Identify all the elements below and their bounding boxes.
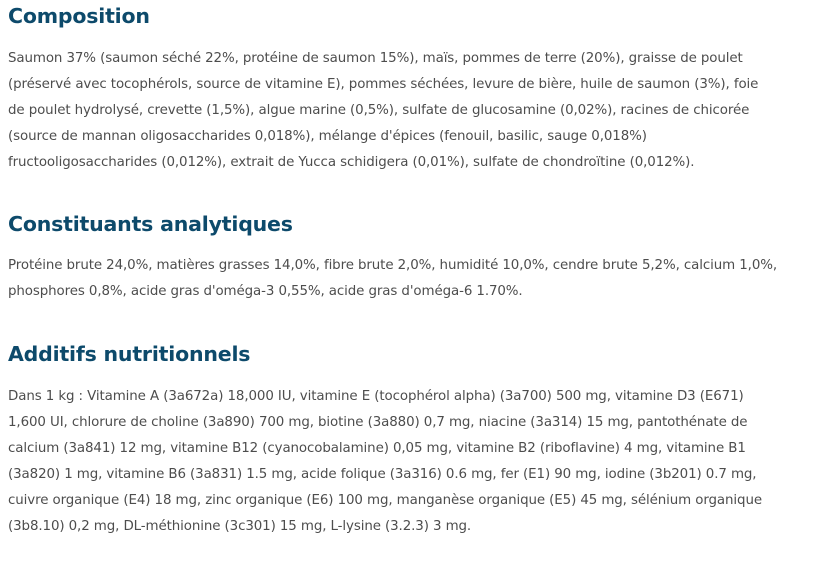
analytical-constituents-text: Protéine brute 24,0%, matières grasses 14,0%, fibre brute 2,0%, humidité 10,0%, cendre brute 5,2%, calcium 1,0%, phosphores 0,8%, acide gras d'oméga-3 0,55%, acide gras d'oméga-6 1.70%. xyxy=(8,258,778,299)
composition-heading: Composition xyxy=(8,4,150,28)
nutritional-additives-heading: Additifs nutritionnels xyxy=(8,342,251,366)
composition-text: Saumon 37% (saumon séché 22%, protéine de saumon 15%), maïs, pommes de terre (20%), graisse de poulet (préservé avec tocophérols, source de vitamine E), pommes séchées, levure de bière, huile de saumon (3%), foie de poulet hydrolysé, crevette (1,5%), algue marine (0,5%), sulfate de glucosamine (0,02%), racines de chicorée (source de mannan oligosaccharides 0,018%), mélange d'épices (fenouil, basilic, sauge 0,018%) fructooligosaccharides (0,012%), extrait de Yucca schidigera (0,01%), sulfate de chondroïtine (0,012%). xyxy=(8,51,759,170)
composition-section xyxy=(8,2,778,176)
nutritional-additives-section xyxy=(8,340,778,540)
analytical-constituents-heading: Constituants analytiques xyxy=(8,212,293,236)
nutritional-additives-text: Dans 1 kg : Vitamine A (3a672a) 18,000 IU, vitamine E (tocophérol alpha) (3a700) 500 mg, vitamine D3 (E671) 1,600 UI, chlorure de choline (3a890) 700 mg, biotine (3a880) 0,7 mg, niacine (3a314) 15 mg, pantothénate de calcium (3a841) 12 mg, vitamine B12 (cyanocobalamine) 0,05 mg, vitamine B2 (riboflavine) 4 mg, vitamine B1 (3a820) 1 mg, vitamine B6 (3a831) 1.5 mg, acide folique (3a316) 0.6 mg, fer (E1) 90 mg, iodine (3b201) 0.7 mg, cuivre organique (E4) 18 mg, zinc organique (E6) 100 mg, manganèse organique (E5) 45 mg, sélénium organique (3b8.10) 0,2 mg, DL-méthionine (3c301) 15 mg, L-lysine (3.2.3) 3 mg. xyxy=(8,389,762,534)
analytical-constituents-section xyxy=(8,210,778,305)
